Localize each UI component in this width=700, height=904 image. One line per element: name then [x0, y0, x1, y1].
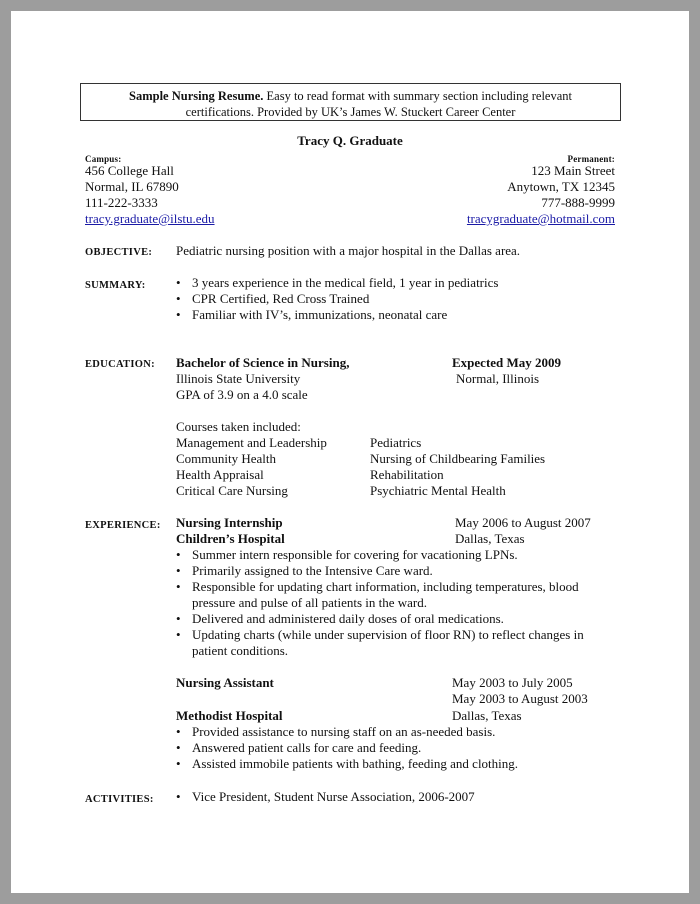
- job1-bullet: •: [176, 579, 181, 594]
- summary-label: SUMMARY:: [85, 280, 146, 291]
- campus-label: Campus:: [85, 154, 122, 164]
- job1-item: Responsible for updating chart information, including temperatures, blood: [192, 579, 579, 594]
- job2-item: Provided assistance to nursing staff on an as-needed basis.: [192, 724, 496, 739]
- course-item: Health Appraisal: [176, 467, 264, 482]
- job1-item: Delivered and administered daily doses of oral medications.: [192, 611, 504, 626]
- activities-item: Vice President, Student Nurse Association, 2006-2007: [192, 789, 475, 804]
- job1-bullet: •: [176, 547, 181, 562]
- job2-dates1: May 2003 to July 2005: [452, 675, 573, 690]
- course-item: Psychiatric Mental Health: [370, 483, 506, 498]
- job2-item: Answered patient calls for care and feeding.: [192, 740, 422, 755]
- campus-phone: 111-222-3333: [85, 195, 158, 210]
- summary-bullet: •: [176, 291, 181, 306]
- permanent-address1: 123 Main Street: [531, 163, 615, 178]
- job2-title: Nursing Assistant: [176, 675, 274, 690]
- campus-address1: 456 College Hall: [85, 163, 174, 178]
- education-location: Normal, Illinois: [456, 371, 540, 386]
- permanent-address2: Anytown, TX 12345: [507, 179, 615, 194]
- job2-bullet: •: [176, 724, 181, 739]
- job2-bullet: •: [176, 740, 181, 755]
- experience-label: EXPERIENCE:: [85, 520, 161, 531]
- intro-line2: certifications. Provided by UK’s James W. Stuckert Career Center: [185, 105, 516, 119]
- job1-item: Summer intern responsible for covering for vacationing LPNs.: [192, 547, 518, 562]
- summary-item: 3 years experience in the medical field, 1 year in pediatrics: [192, 275, 499, 290]
- course-item: Critical Care Nursing: [176, 483, 288, 498]
- education-expected: Expected May 2009: [452, 355, 562, 370]
- objective-text: Pediatric nursing position with a major hospital in the Dallas area.: [176, 243, 521, 258]
- course-item: Rehabilitation: [370, 467, 444, 482]
- activities-label: ACTIVITIES:: [85, 794, 154, 805]
- campus-address2: Normal, IL 67890: [85, 179, 179, 194]
- education-school: Illinois State University: [176, 371, 301, 386]
- job1-item-cont: patient conditions.: [192, 643, 289, 658]
- intro-bold: Sample Nursing Resume.: [129, 89, 264, 103]
- job1-location: Dallas, Texas: [455, 531, 525, 546]
- course-item: Management and Leadership: [176, 435, 327, 450]
- course-item: Community Health: [176, 451, 277, 466]
- summary-item: CPR Certified, Red Cross Trained: [192, 291, 370, 306]
- campus-email-link[interactable]: tracy.graduate@ilstu.edu: [85, 211, 215, 226]
- course-item: Nursing of Childbearing Families: [370, 451, 546, 466]
- job1-bullet: •: [176, 627, 181, 642]
- intro-line1: Easy to read format with summary section including relevant: [263, 89, 572, 103]
- course-item: Pediatrics: [370, 435, 422, 450]
- education-degree: Bachelor of Science in Nursing,: [176, 355, 350, 370]
- job1-item-cont: pressure and pulse of all patients in the ward.: [192, 595, 428, 610]
- job1-item: Updating charts (while under supervision of floor RN) to reflect changes in: [192, 627, 584, 642]
- job2-location: Dallas, Texas: [452, 708, 522, 723]
- job1-org: Children’s Hospital: [176, 531, 285, 546]
- job1-bullet: •: [176, 563, 181, 578]
- permanent-email-link[interactable]: tracygraduate@hotmail.com: [466, 211, 615, 226]
- job2-org: Methodist Hospital: [176, 708, 283, 723]
- courses-heading: Courses taken included:: [176, 419, 301, 434]
- objective-label: OBJECTIVE:: [85, 247, 153, 258]
- activities-bullet: •: [176, 789, 181, 804]
- job1-item: Primarily assigned to the Intensive Care ward.: [192, 563, 433, 578]
- job1-title: Nursing Internship: [176, 515, 283, 530]
- education-gpa: GPA of 3.9 on a 4.0 scale: [176, 387, 308, 402]
- job1-bullet: •: [176, 611, 181, 626]
- education-label: EDUCATION:: [85, 359, 155, 370]
- job2-bullet: •: [176, 756, 181, 771]
- candidate-name: Tracy Q. Graduate: [297, 133, 403, 148]
- job2-item: Assisted immobile patients with bathing, feeding and clothing.: [192, 756, 519, 771]
- job1-dates: May 2006 to August 2007: [455, 515, 591, 530]
- permanent-label: Permanent:: [567, 154, 615, 164]
- summary-item: Familiar with IV’s, immunizations, neonatal care: [192, 307, 448, 322]
- job2-dates2: May 2003 to August 2003: [452, 691, 588, 706]
- intro-box: [80, 83, 621, 121]
- summary-bullet: •: [176, 275, 181, 290]
- permanent-phone: 777-888-9999: [541, 195, 615, 210]
- summary-bullet: •: [176, 307, 181, 322]
